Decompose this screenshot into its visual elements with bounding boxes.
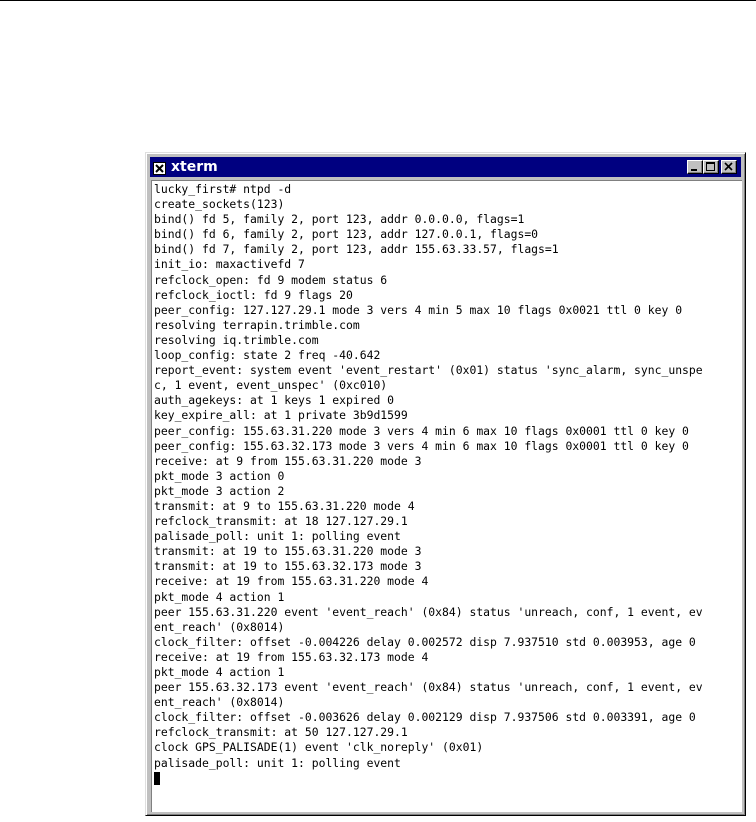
terminal-area[interactable] (151, 180, 742, 812)
maximize-icon (704, 161, 718, 173)
terminal-line: peer_config: 155.63.32.173 mode 3 vers 4 min 6 max 10 flags 0x0001 ttl 0 key 0 (154, 438, 689, 453)
terminal-line: peer_config: 127.127.29.1 mode 3 vers 4 min 5 max 10 flags 0x0021 ttl 0 key 0 (154, 302, 683, 317)
maximize-button[interactable] (703, 160, 719, 174)
terminal-line: ent_reach' (0x8014) (154, 619, 285, 634)
terminal-line: lucky_first# ntpd -d (154, 182, 292, 196)
terminal-line: peer_config: 155.63.31.220 mode 3 vers 4 min 6 max 10 flags 0x0001 ttl 0 key 0 (154, 423, 689, 438)
terminal-line: peer 155.63.32.173 event 'event_reach' (0x84) status 'unreach, conf, 1 event, ev (154, 680, 703, 695)
terminal-line: pkt_mode 3 action 0 (154, 468, 285, 483)
terminal-line: clock GPS_PALISADE(1) event 'clk_noreply' (0x01) (154, 740, 484, 755)
terminal-line: create_sockets(123) (154, 197, 285, 212)
terminal-line: resolving terrapin.trimble.com (154, 317, 360, 332)
terminal-line: ent_reach' (0x8014) (154, 695, 285, 710)
terminal-line: palisade_poll: unit 1: polling event (154, 755, 401, 770)
terminal-line: key_expire_all: at 1 private 3b9d1599 (154, 408, 408, 423)
terminal-line: pkt_mode 3 action 2 (154, 483, 285, 498)
terminal-output (154, 182, 740, 786)
terminal-line: pkt_mode 4 action 1 (154, 589, 285, 604)
terminal-line: bind() fd 6, family 2, port 123, addr 127.0.0.1, flags=0 (154, 227, 539, 242)
top-rule (0, 0, 756, 1)
terminal-line: transmit: at 19 to 155.63.31.220 mode 3 (154, 544, 422, 559)
minimize-button[interactable] (687, 160, 703, 174)
terminal-line: clock_filter: offset -0.004226 delay 0.002572 disp 7.937510 std 0.003953, age 0 (154, 634, 696, 649)
x-close-icon[interactable] (153, 160, 166, 173)
terminal-line: bind() fd 5, family 2, port 123, addr 0.0.0.0, flags=1 (154, 212, 525, 227)
terminal-line: refclock_transmit: at 50 127.127.29.1 (154, 725, 408, 740)
terminal-line: transmit: at 19 to 155.63.32.173 mode 3 (154, 559, 422, 574)
terminal-line: receive: at 19 from 155.63.31.220 mode 4 (154, 574, 429, 589)
terminal-line: bind() fd 7, family 2, port 123, addr 155.63.33.57, flags=1 (154, 242, 559, 257)
xterm-window (145, 152, 746, 816)
terminal-line: refclock_transmit: at 18 127.127.29.1 (154, 514, 408, 529)
terminal-line: pkt_mode 4 action 1 (154, 665, 285, 679)
terminal-line: loop_config: state 2 freq -40.642 (154, 348, 381, 363)
terminal-line: auth_agekeys: at 1 keys 1 expired 0 (154, 393, 395, 408)
window-title: xterm (171, 159, 218, 175)
terminal-line: receive: at 19 from 155.63.32.173 mode 4 (154, 649, 429, 664)
close-button[interactable] (721, 160, 737, 174)
terminal-line: init_io: maxactivefd 7 (154, 257, 305, 272)
minimize-icon (688, 161, 702, 173)
terminal-line: refclock_open: fd 9 modem status 6 (154, 272, 388, 287)
terminal-line: c, 1 event, event_unspec' (0xc010) (154, 378, 388, 393)
text-cursor (154, 772, 160, 785)
terminal-line: report_event: system event 'event_restart' (0x01) status 'sync_alarm, sync_unspe (154, 363, 703, 378)
terminal-line: resolving iq.trimble.com (154, 332, 319, 347)
terminal-line: clock_filter: offset -0.003626 delay 0.002129 disp 7.937506 std 0.003391, age 0 (154, 710, 696, 725)
terminal-line: transmit: at 9 to 155.63.31.220 mode 4 (154, 498, 415, 513)
terminal-line: palisade_poll: unit 1: polling event (154, 529, 401, 544)
prompt-line[interactable] (154, 771, 740, 786)
terminal-line: receive: at 9 from 155.63.31.220 mode 3 (154, 453, 422, 468)
title-bar[interactable] (150, 157, 741, 177)
close-icon (722, 161, 736, 173)
terminal-line: peer 155.63.31.220 event 'event_reach' (0x84) status 'unreach, conf, 1 event, ev (154, 604, 703, 619)
terminal-line: refclock_ioctl: fd 9 flags 20 (154, 287, 353, 302)
